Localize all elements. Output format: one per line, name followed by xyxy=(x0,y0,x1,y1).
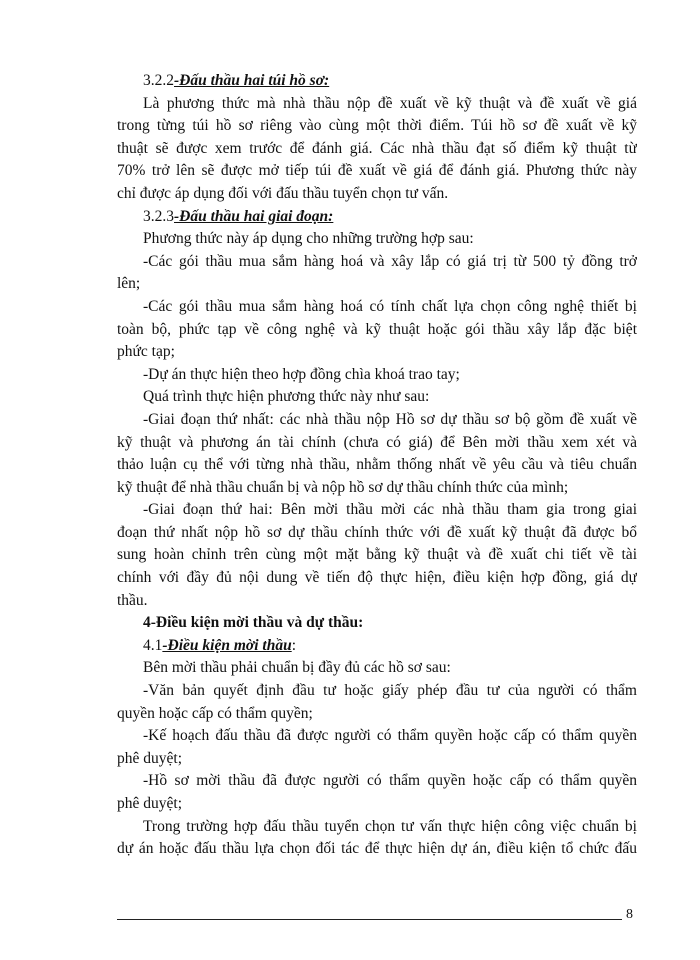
heading-3-2-2: 3.2.2-Đấu thầu hai túi hồ sơ: xyxy=(143,72,330,89)
bullet-line: -Giai đoạn thứ hai: Bên mời thầu mời các nhà thầu tham gia trong giai xyxy=(143,501,637,519)
bullet-line: đoạn thứ nhất nộp hồ sơ dự thầu chính thức với đề xuất kỹ thuật đã được bổ xyxy=(117,523,637,541)
page-body xyxy=(117,70,637,861)
bullet-line: -Các gói thầu mua sắm hàng hoá và xây lắp có giá trị từ 500 tỷ đồng trở xyxy=(143,252,637,270)
bullet-line: thầu. xyxy=(117,591,148,609)
bullet-line: -Các gói thầu mua sắm hàng hoá có tính chất lựa chọn công nghệ thiết bị xyxy=(143,297,637,315)
paragraph-line: chỉ được áp dụng đối với đấu thầu tuyển chọn tư vấn. xyxy=(117,184,449,202)
bullet-line: thảo luận cụ thể với từng nhà thầu, nhằm thống nhất về yêu cầu và tiêu chuẩn xyxy=(117,456,637,474)
bullet-line: kỹ thuật và phương án tài chính (chưa có giá) để Bên mời thầu xem xét và xyxy=(117,433,637,451)
heading-4: 4-Điều kiện mời thầu và dự thầu: xyxy=(143,614,364,632)
bullet-line: kỹ thuật để nhà thầu chuẩn bị và nộp hồ sơ dự thầu chính thức của mình; xyxy=(117,478,569,496)
bullet-line: toàn bộ, phức tạp về công nghệ và kỹ thuật hoặc gói thầu xây lắp đặc biệt xyxy=(117,320,637,338)
bullet-line: sung hoàn chỉnh trên cùng một mặt bằng kỹ thuật và đề xuất chi tiết về tài xyxy=(117,546,637,564)
bullet-line: -Văn bản quyết định đầu tư hoặc giấy phép đầu tư của người có thẩm xyxy=(143,682,637,700)
bullet-line: -Hồ sơ mời thầu đã được người có thẩm quyền hoặc cấp có thẩm quyền xyxy=(143,772,637,790)
paragraph-line: 70% trở lên sẽ được mở tiếp túi đề xuất về giá để đánh giá. Phương thức này xyxy=(117,162,637,180)
bullet-line: lên; xyxy=(117,275,141,293)
paragraph-line: Quá trình thực hiện phương thức này như sau: xyxy=(143,388,430,406)
footer-rule xyxy=(117,919,622,920)
paragraph-line: thuật sẽ được xem trước để đánh giá. Các nhà thầu đạt số điểm kỹ thuật từ xyxy=(117,139,637,157)
paragraph-line: Bên mời thầu phải chuẩn bị đầy đủ các hồ sơ sau: xyxy=(143,659,451,677)
paragraph-line: dự án hoặc đấu thầu lựa chọn đối tác để thực hiện dự án, điều kiện tổ chức đấu xyxy=(117,840,637,858)
paragraph-line: Là phương thức mà nhà thầu nộp đề xuất về kỹ thuật và đề xuất về giá xyxy=(143,94,637,112)
bullet-line: -Giai đoạn thứ nhất: các nhà thầu nộp Hồ sơ dự thầu sơ bộ gồm đề xuất về xyxy=(143,410,637,428)
bullet-line: quyền hoặc cấp có thẩm quyền; xyxy=(117,704,313,722)
bullet-line: phê duyệt; xyxy=(117,795,182,812)
bullet-line: phức tạp; xyxy=(117,343,175,361)
bullet-line: chính với đầy đủ nội dung về tiến độ thực hiện, điều kiện hợp đồng, giá dự xyxy=(117,569,637,587)
bullet-line: -Kế hoạch đấu thầu đã được người có thẩm quyền hoặc cấp có thẩm quyền xyxy=(143,727,637,745)
paragraph-line: Trong trường hợp đấu thầu tuyển chọn tư vấn thực hiện công việc chuẩn bị xyxy=(143,817,637,835)
heading-4-1: 4.1-Điều kiện mời thầu: xyxy=(143,636,297,654)
bullet-line: phê duyệt; xyxy=(117,749,182,767)
bullet-line: -Dự án thực hiện theo hợp đồng chìa khoá trao tay; xyxy=(143,365,460,383)
paragraph-line: trong từng túi hồ sơ riêng vào cùng một thời điểm. Túi hồ sơ đề xuất về kỹ xyxy=(117,117,637,135)
heading-3-2-3: 3.2.3-Đấu thầu hai giai đoạn: xyxy=(143,207,334,225)
page-number: 8 xyxy=(626,907,633,922)
paragraph-line: Phương thức này áp dụng cho những trường hợp sau: xyxy=(143,230,474,248)
